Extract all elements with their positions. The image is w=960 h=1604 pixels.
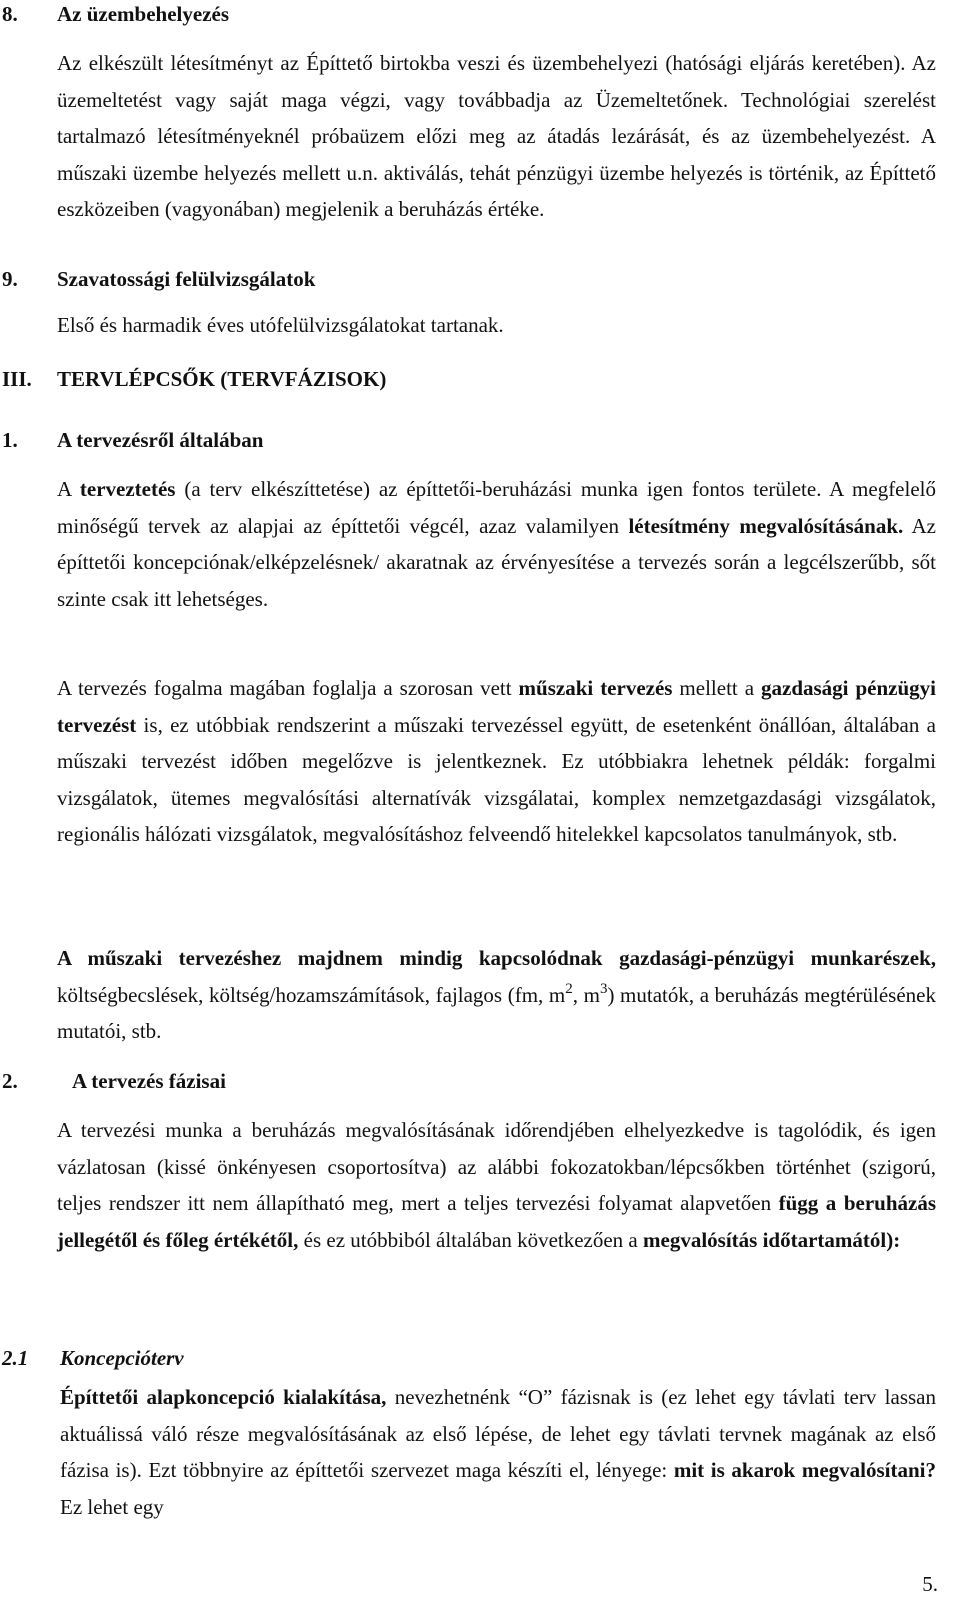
section-9-heading: Szavatossági felülvizsgálatok — [57, 267, 316, 291]
section-1-paragraph-3: A műszaki tervezéshez majdnem mindig kapcsolódnak gazdasági-pénzügyi munkarészek, költségbecslések, költség/hozamszámítások, fajlagos (fm, $m^2$, $m^3$) mutatók, a beruházás megtérülésének mutatói, stb. — [57, 946, 936, 1043]
section-1-number: 1. — [2, 428, 18, 452]
section-2-heading: A tervezés fázisai — [72, 1069, 226, 1093]
section-1-paragraph-2: A tervezés fogalma magában foglalja a szorosan vett műszaki tervezés mellett a gazdasági pénzügyi tervezést is, ez utóbbiak rendszerint a műszaki tervezéssel együtt, de esetenként önállóan, általában a műszaki tervezést időben megelőzve is jelentkeznek. Ez utóbbiakra lehetnek példák: forgalmi vizsgálatok, ütemes megvalósítási alternatívák vizsgálatai, komplex nemzetgazdasági vizsgálatok, regionális hálózati vizsgálatok, megvalósításhoz felveendő hitelekkel kapcsolatos tanulmányok, stb. — [57, 676, 936, 846]
section-8-number: 8. — [2, 2, 18, 26]
part-3-number: III. — [2, 367, 32, 391]
section-1-paragraph-1: A terveztetés (a terv elkészíttetése) az építtetői-beruházási munka igen fontos területe. A megfelelő minőségű tervek az alapjai az építtetői végcél, azaz valamilyen létesítmény megvalósításának. Az építtetői koncepciónak/elképzelésnek/ akaratnak az érvényesítése a tervezés során a legcélszerűbb, sőt szinte csak itt lehetséges. — [57, 477, 936, 611]
part-3-heading: TERVLÉPCSŐK (TERVFÁZISOK) — [57, 367, 387, 391]
section-2-1-number: 2.1 — [2, 1346, 29, 1370]
section-2-number: 2. — [2, 1069, 18, 1093]
section-8-paragraph: Az elkészült létesítményt az Építtető birtokba veszi és üzembehelyezi (hatósági eljárás keretében). Az üzemeltetést vagy saját maga végzi, vagy továbbadja az Üzemeltetőnek. Technológiai szerelést tartalmazó létesítményeknél próbaüzem előzi meg az átadás lezárását, és az üzembehelyezést. A műszaki üzembe helyezés mellett u.n. aktiválás, tehát pénzügyi üzembe helyezés is történik, az Építtető eszközeiben (vagyonában) megjelenik a beruházás értéke. — [57, 51, 936, 221]
section-2-paragraph: A tervezési munka a beruházás megvalósításának időrendjében elhelyezkedve is tagolódik, és igen vázlatosan (kissé önkényesen csoportosítva) az alábbi fokozatokban/lépcsőkben történhet (szigorú, teljes rendszer itt nem állapítható meg, mert a teljes tervezési folyamat alapvetően függ a beruházás jellegétől és főleg értékétől, és ez utóbbiból általában következően a megvalósítás időtartamától): — [57, 1118, 936, 1252]
section-9-paragraph: Első és harmadik éves utófelülvizsgálatokat tartanak. — [57, 313, 504, 337]
page-number: 5. — [922, 1572, 938, 1596]
section-9-number: 9. — [2, 267, 18, 291]
section-2-1-heading: Koncepcióterv — [60, 1346, 184, 1370]
section-8-heading: Az üzembehelyezés — [57, 2, 230, 26]
section-1-heading: A tervezésről általában — [57, 428, 264, 452]
section-2-1-paragraph: Építtetői alapkoncepció kialakítása, nevezhetnénk “O” fázisnak is (ez lehet egy távlati terv lassan aktuálissá váló része megvalósításának az első lépése, de lehet egy távlati tervnek magának az első fázisa is). Ezt többnyire az építtetői szervezet maga készíti el, lényege: mit is akarok megvalósítani? Ez lehet egy — [60, 1385, 937, 1519]
